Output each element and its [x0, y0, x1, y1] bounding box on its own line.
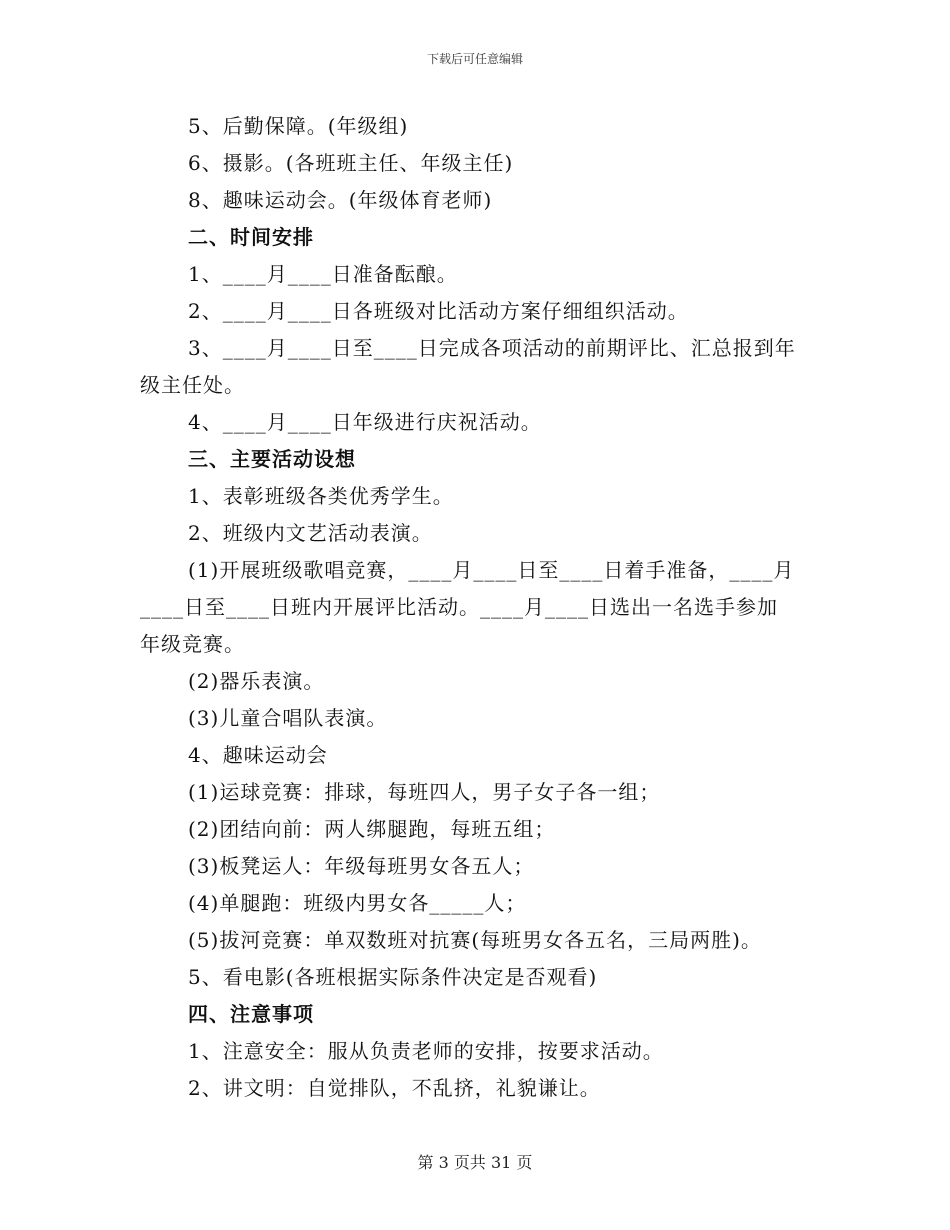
- paragraph-line: (1)运球竞赛：排球，每班四人，男子女子各一组；: [188, 780, 661, 804]
- paragraph-line: 年级竞赛。: [140, 632, 245, 656]
- paragraph-line: 1、表彰班级各类优秀学生。: [188, 484, 454, 508]
- paragraph-line: 4、趣味运动会: [188, 743, 328, 767]
- paragraph-line: 4、____月____日年级进行庆祝活动。: [188, 410, 542, 434]
- paragraph-line: (2)器乐表演。: [188, 669, 325, 693]
- paragraph-line: 2、班级内文艺活动表演。: [188, 521, 433, 545]
- paragraph-line: 2、____月____日各班级对比活动方案仔细组织活动。: [188, 299, 689, 323]
- page-header: 下载后可任意编辑: [426, 52, 523, 66]
- paragraph-line: (3)板凳运人：年级每班男女各五人；: [188, 854, 535, 878]
- paragraph-line: ____日至____日班内开展评比活动。____月____日选出一名选手参加: [140, 595, 778, 619]
- section-heading: 四、注意事项: [188, 1002, 314, 1026]
- paragraph-line: 2、讲文明：自觉排队，不乱挤，礼貌谦让。: [188, 1076, 601, 1100]
- paragraph-line: (3)儿童合唱队表演。: [188, 706, 388, 730]
- paragraph-line: 5、看电影(各班根据实际条件决定是否观看): [188, 965, 598, 989]
- document-body: [140, 108, 820, 1107]
- paragraph-line: (1)开展班级歌唱竞赛，____月____日至____日着手准备，____月: [188, 558, 795, 582]
- paragraph-line: (5)拔河竞赛：单双数班对抗赛(每班男女各五名，三局两胜)。: [188, 928, 762, 952]
- paragraph-line: (4)单腿跑：班级内男女各_____人；: [188, 891, 527, 915]
- paragraph-line: 级主任处。: [140, 373, 245, 397]
- page-footer: 第 3 页共 31 页: [417, 1153, 533, 1172]
- paragraph-line: 5、后勤保障。(年级组): [188, 114, 409, 138]
- paragraph-line: 6、摄影。(各班班主任、年级主任): [188, 151, 514, 175]
- section-heading: 三、主要活动设想: [188, 447, 356, 471]
- paragraph-line: (2)团结向前：两人绑腿跑，每班五组；: [188, 817, 556, 841]
- paragraph-line: 1、____月____日准备酝酿。: [188, 262, 458, 286]
- paragraph-line: 3、____月____日至____日完成各项活动的前期评比、汇总报到年: [188, 336, 796, 360]
- section-heading: 二、时间安排: [188, 225, 314, 249]
- paragraph-line: 8、趣味运动会。(年级体育老师): [188, 188, 493, 212]
- paragraph-line: 1、注意安全：服从负责老师的安排，按要求活动。: [188, 1039, 664, 1063]
